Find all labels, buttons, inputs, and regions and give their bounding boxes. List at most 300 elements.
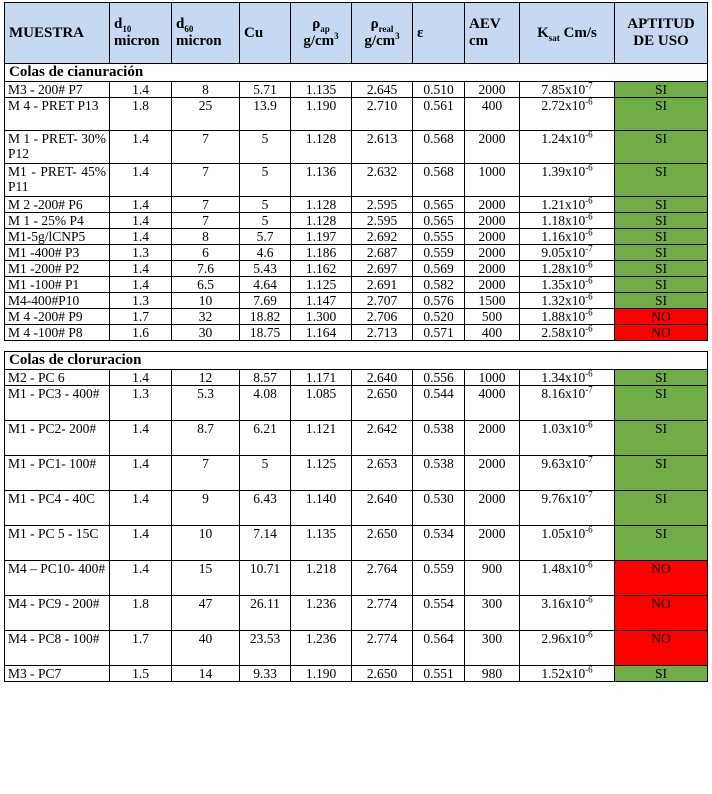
table-row — [5, 596, 708, 631]
ksat-mantissa: 7.85x10 — [541, 82, 586, 97]
cell-d10: 1.4 — [110, 82, 172, 98]
cell-rho-ap: 1.147 — [291, 293, 352, 309]
ksat-exponent: -6 — [585, 291, 593, 302]
cell-rho-ap: 1.135 — [291, 82, 352, 98]
cell-d10: 1.3 — [110, 245, 172, 261]
cell-d10: 1.3 — [110, 386, 172, 421]
cell-aev: 2000 — [465, 213, 520, 229]
cell-rho-ap: 1.190 — [291, 666, 352, 682]
cell-d60: 10 — [172, 293, 240, 309]
cell-epsilon: 0.576 — [413, 293, 465, 309]
cell-rho-ap: 1.140 — [291, 491, 352, 526]
ksat-exponent: -6 — [585, 96, 593, 107]
cell-cu: 4.64 — [240, 277, 291, 293]
table-row — [5, 245, 708, 261]
header-rho-real: $\rho_{real}$ $g/cm^3$ — [352, 3, 413, 64]
cell-cu: 6.43 — [240, 491, 291, 526]
cell-cu: 5 — [240, 197, 291, 213]
cell-cu: 26.11 — [240, 596, 291, 631]
cell-ksat — [520, 245, 615, 261]
cell-d60: 30 — [172, 325, 240, 341]
cell-ksat — [520, 164, 615, 197]
ksat-mantissa: 1.32x10 — [541, 293, 586, 308]
cell-aev: 2000 — [465, 421, 520, 456]
cell-rho-ap: 1.135 — [291, 526, 352, 561]
cell-d10: 1.4 — [110, 456, 172, 491]
ksat-mantissa: 1.52x10 — [541, 666, 586, 681]
table-row — [5, 561, 708, 596]
cell-epsilon: 0.568 — [413, 131, 465, 164]
cell-d60: 6 — [172, 245, 240, 261]
cell-epsilon: 0.565 — [413, 197, 465, 213]
ksat-mantissa: 1.16x10 — [541, 229, 586, 244]
cell-d60: 9 — [172, 491, 240, 526]
cell-d10: 1.3 — [110, 293, 172, 309]
cell-rho-real: 2.764 — [352, 561, 413, 596]
table-row — [5, 213, 708, 229]
table-row — [5, 261, 708, 277]
header-d10: $d_{10}$ micron — [110, 3, 172, 64]
cell-d10: 1.6 — [110, 325, 172, 341]
cell-ksat — [520, 526, 615, 561]
table-row — [5, 421, 708, 456]
ksat-exponent: -6 — [585, 524, 593, 535]
cell-cu: 5.7 — [240, 229, 291, 245]
ksat-exponent: -6 — [585, 195, 593, 206]
cell-muestra: M2 - PC 6 — [5, 370, 110, 386]
ksat-mantissa: 1.18x10 — [541, 213, 586, 228]
cell-epsilon: 0.568 — [413, 164, 465, 197]
cell-d60: 7 — [172, 164, 240, 197]
cell-rho-real: 2.706 — [352, 309, 413, 325]
cell-rho-real: 2.774 — [352, 596, 413, 631]
ksat-exponent: -6 — [585, 323, 593, 334]
cell-rho-real: 2.653 — [352, 456, 413, 491]
cell-muestra: M1 - PC1- 100# — [5, 456, 110, 491]
cell-rho-ap: 1.186 — [291, 245, 352, 261]
cell-ksat — [520, 197, 615, 213]
cell-rho-real: 2.692 — [352, 229, 413, 245]
cell-cu: 7.69 — [240, 293, 291, 309]
ksat-mantissa: 9.05x10 — [541, 245, 586, 260]
cell-d60: 10 — [172, 526, 240, 561]
soil-properties-table — [4, 2, 708, 682]
cell-cu: 6.21 — [240, 421, 291, 456]
cell-aptitud-si: SI — [615, 164, 708, 197]
cell-aev: 2000 — [465, 526, 520, 561]
ksat-exponent: -6 — [585, 419, 593, 430]
cell-ksat — [520, 456, 615, 491]
cell-d10: 1.4 — [110, 370, 172, 386]
cell-d10: 1.7 — [110, 309, 172, 325]
cell-aev: 2000 — [465, 491, 520, 526]
ksat-mantissa: 3.16x10 — [541, 596, 586, 611]
cell-aev: 1000 — [465, 370, 520, 386]
cell-epsilon: 0.544 — [413, 386, 465, 421]
cell-d60: 47 — [172, 596, 240, 631]
cell-muestra: M 2 -200# P6 — [5, 197, 110, 213]
cell-d60: 7 — [172, 197, 240, 213]
cell-aptitud-si: SI — [615, 197, 708, 213]
cell-ksat — [520, 421, 615, 456]
ksat-exponent: -6 — [585, 275, 593, 286]
cell-d60: 6.5 — [172, 277, 240, 293]
cell-cu: 5 — [240, 164, 291, 197]
cell-muestra: M 4 -100# P8 — [5, 325, 110, 341]
cell-d10: 1.4 — [110, 491, 172, 526]
cell-d10: 1.4 — [110, 421, 172, 456]
cell-aptitud-si: SI — [615, 98, 708, 131]
ksat-mantissa: 1.28x10 — [541, 261, 586, 276]
cell-rho-ap: 1.164 — [291, 325, 352, 341]
cell-cu: 18.82 — [240, 309, 291, 325]
cell-ksat — [520, 293, 615, 309]
cell-d10: 1.5 — [110, 666, 172, 682]
cell-d60: 25 — [172, 98, 240, 131]
header-aev: AEV cm — [465, 3, 520, 64]
cell-aev: 980 — [465, 666, 520, 682]
cell-rho-real: 2.595 — [352, 213, 413, 229]
cell-d60: 12 — [172, 370, 240, 386]
cell-aptitud-si: SI — [615, 131, 708, 164]
table-row — [5, 229, 708, 245]
ksat-mantissa: 1.24x10 — [541, 131, 586, 146]
cell-epsilon: 0.556 — [413, 370, 465, 386]
table-row — [5, 277, 708, 293]
cell-d10: 1.8 — [110, 596, 172, 631]
cell-rho-real: 2.774 — [352, 631, 413, 666]
ksat-mantissa: 1.34x10 — [541, 370, 586, 385]
ksat-mantissa: 1.48x10 — [541, 561, 586, 576]
cell-rho-real: 2.650 — [352, 386, 413, 421]
cell-ksat — [520, 386, 615, 421]
cell-aev: 500 — [465, 309, 520, 325]
cell-aev: 2000 — [465, 456, 520, 491]
section-title: Colas de cianuración — [5, 64, 615, 82]
ksat-exponent: -7 — [585, 489, 593, 500]
ksat-mantissa: 1.88x10 — [541, 309, 586, 324]
cell-muestra: M 4 - PRET P13 — [5, 98, 110, 131]
table-row — [5, 666, 708, 682]
cell-aptitud-si: SI — [615, 293, 708, 309]
cell-aptitud-no: NO — [615, 561, 708, 596]
cell-epsilon: 0.520 — [413, 309, 465, 325]
cell-d10: 1.4 — [110, 526, 172, 561]
ksat-exponent: -6 — [585, 259, 593, 270]
table-row — [5, 526, 708, 561]
cell-muestra: M1 - PC2- 200# — [5, 421, 110, 456]
ksat-exponent: -6 — [585, 594, 593, 605]
cell-ksat — [520, 98, 615, 131]
ksat-mantissa: 1.35x10 — [541, 277, 586, 292]
table-row — [5, 82, 708, 98]
cell-aev: 2000 — [465, 131, 520, 164]
cell-d60: 8.7 — [172, 421, 240, 456]
cell-cu: 18.75 — [240, 325, 291, 341]
cell-muestra: M 1 - PRET- 30% P12 — [5, 131, 110, 164]
cell-rho-ap: 1.136 — [291, 164, 352, 197]
section-title: Colas de cloruracion — [5, 352, 615, 370]
cell-epsilon: 0.561 — [413, 98, 465, 131]
cell-ksat — [520, 261, 615, 277]
cell-muestra: M1 - PC 5 - 15C — [5, 526, 110, 561]
cell-d60: 8 — [172, 82, 240, 98]
cell-aptitud-si: SI — [615, 370, 708, 386]
ksat-exponent: -7 — [585, 80, 593, 91]
ksat-exponent: -6 — [585, 307, 593, 318]
cell-aptitud-si: SI — [615, 421, 708, 456]
ksat-exponent: -6 — [585, 559, 593, 570]
cell-d60: 7.6 — [172, 261, 240, 277]
cell-cu: 5.43 — [240, 261, 291, 277]
ksat-mantissa: 9.76x10 — [541, 491, 586, 506]
cell-muestra: M4 – PC10- 400# — [5, 561, 110, 596]
cell-muestra: M1 -400# P3 — [5, 245, 110, 261]
ksat-mantissa: 2.72x10 — [541, 98, 586, 113]
cell-muestra: M 1 - 25% P4 — [5, 213, 110, 229]
cell-ksat — [520, 325, 615, 341]
cell-rho-ap: 1.300 — [291, 309, 352, 325]
header-ksat: $K_{sat}$ Cm/s — [520, 3, 615, 64]
cell-aev: 2000 — [465, 82, 520, 98]
cell-d10: 1.4 — [110, 164, 172, 197]
ksat-exponent: -6 — [585, 211, 593, 222]
header-d60: $d_{60}$ micron — [172, 3, 240, 64]
table-row — [5, 197, 708, 213]
table-row — [5, 293, 708, 309]
cell-muestra: M1 - PRET- 45% P11 — [5, 164, 110, 197]
cell-d60: 7 — [172, 213, 240, 229]
ksat-exponent: -7 — [585, 454, 593, 465]
cell-aev: 2000 — [465, 197, 520, 213]
cell-d60: 14 — [172, 666, 240, 682]
section-title-filler — [615, 64, 708, 82]
cell-rho-ap: 1.162 — [291, 261, 352, 277]
cell-aev: 1500 — [465, 293, 520, 309]
cell-cu: 5 — [240, 213, 291, 229]
cell-ksat — [520, 82, 615, 98]
ksat-mantissa: 2.58x10 — [541, 325, 586, 340]
table-body — [5, 64, 708, 682]
cell-rho-ap: 1.236 — [291, 596, 352, 631]
cell-rho-real: 2.707 — [352, 293, 413, 309]
cell-aev: 2000 — [465, 277, 520, 293]
cell-rho-real: 2.613 — [352, 131, 413, 164]
cell-ksat — [520, 131, 615, 164]
cell-cu: 7.14 — [240, 526, 291, 561]
table-row — [5, 131, 708, 164]
table-row — [5, 456, 708, 491]
header-cu: Cu — [240, 3, 291, 64]
spacer-cell — [5, 341, 708, 352]
cell-muestra: M4 - PC9 - 200# — [5, 596, 110, 631]
ksat-exponent: -6 — [585, 227, 593, 238]
table-row — [5, 491, 708, 526]
cell-cu: 8.57 — [240, 370, 291, 386]
cell-epsilon: 0.510 — [413, 82, 465, 98]
header-rho-ap: $\rho_{ap}$ $g/cm^3$ — [291, 3, 352, 64]
cell-aptitud-si: SI — [615, 82, 708, 98]
cell-aev: 300 — [465, 596, 520, 631]
cell-rho-ap: 1.236 — [291, 631, 352, 666]
cell-cu: 5 — [240, 131, 291, 164]
ksat-mantissa: 2.96x10 — [541, 631, 586, 646]
cell-rho-ap: 1.128 — [291, 197, 352, 213]
cell-aev: 2000 — [465, 229, 520, 245]
cell-epsilon: 0.559 — [413, 245, 465, 261]
cell-ksat — [520, 213, 615, 229]
cell-aev: 400 — [465, 325, 520, 341]
cell-epsilon: 0.538 — [413, 421, 465, 456]
cell-rho-real: 2.595 — [352, 197, 413, 213]
cell-d60: 15 — [172, 561, 240, 596]
cell-cu: 4.08 — [240, 386, 291, 421]
cell-rho-ap: 1.218 — [291, 561, 352, 596]
cell-rho-real: 2.642 — [352, 421, 413, 456]
cell-muestra: M4 - PC8 - 100# — [5, 631, 110, 666]
cell-cu: 5.71 — [240, 82, 291, 98]
cell-rho-real: 2.713 — [352, 325, 413, 341]
table-row — [5, 325, 708, 341]
ksat-exponent: -6 — [585, 368, 593, 379]
cell-d60: 5.3 — [172, 386, 240, 421]
cell-aptitud-no: NO — [615, 596, 708, 631]
ksat-mantissa: 1.05x10 — [541, 526, 586, 541]
cell-epsilon: 0.530 — [413, 491, 465, 526]
cell-d60: 7 — [172, 131, 240, 164]
cell-d60: 32 — [172, 309, 240, 325]
cell-cu: 5 — [240, 456, 291, 491]
cell-d60: 40 — [172, 631, 240, 666]
section-title-row — [5, 64, 708, 82]
cell-rho-real: 2.640 — [352, 370, 413, 386]
cell-ksat — [520, 309, 615, 325]
cell-ksat — [520, 596, 615, 631]
header-epsilon: ε — [413, 3, 465, 64]
cell-epsilon: 0.564 — [413, 631, 465, 666]
table-row — [5, 98, 708, 131]
cell-aptitud-si: SI — [615, 261, 708, 277]
ksat-exponent: -6 — [585, 664, 593, 675]
cell-aptitud-si: SI — [615, 386, 708, 421]
table-row — [5, 370, 708, 386]
table-row — [5, 309, 708, 325]
cell-aptitud-si: SI — [615, 491, 708, 526]
cell-aev: 300 — [465, 631, 520, 666]
section-title-row — [5, 352, 708, 370]
cell-muestra: M3 - PC7 — [5, 666, 110, 682]
ksat-mantissa: 9.63x10 — [541, 456, 586, 471]
cell-epsilon: 0.571 — [413, 325, 465, 341]
cell-muestra: M3 - 200# P7 — [5, 82, 110, 98]
cell-rho-ap: 1.128 — [291, 131, 352, 164]
table-row — [5, 164, 708, 197]
cell-ksat — [520, 277, 615, 293]
cell-rho-ap: 1.121 — [291, 421, 352, 456]
cell-d10: 1.8 — [110, 98, 172, 131]
ksat-mantissa: 8.16x10 — [541, 386, 586, 401]
cell-cu: 13.9 — [240, 98, 291, 131]
section-spacer — [5, 341, 708, 352]
header-aptitud: APTITUD DE USO — [615, 3, 708, 64]
cell-aptitud-si: SI — [615, 456, 708, 491]
ksat-exponent: -6 — [585, 129, 593, 140]
cell-d10: 1.4 — [110, 213, 172, 229]
cell-muestra: M1 -100# P1 — [5, 277, 110, 293]
cell-rho-real: 2.710 — [352, 98, 413, 131]
cell-d10: 1.4 — [110, 131, 172, 164]
cell-rho-real: 2.687 — [352, 245, 413, 261]
cell-rho-real: 2.691 — [352, 277, 413, 293]
cell-aptitud-si: SI — [615, 526, 708, 561]
cell-muestra: M1 - PC3 - 400# — [5, 386, 110, 421]
header-row — [5, 3, 708, 64]
cell-ksat — [520, 666, 615, 682]
cell-rho-real: 2.645 — [352, 82, 413, 98]
cell-d60: 8 — [172, 229, 240, 245]
cell-muestra: M4-400#P10 — [5, 293, 110, 309]
cell-ksat — [520, 561, 615, 596]
cell-epsilon: 0.551 — [413, 666, 465, 682]
ksat-mantissa: 1.21x10 — [541, 197, 586, 212]
cell-epsilon: 0.559 — [413, 561, 465, 596]
cell-muestra: M1 -200# P2 — [5, 261, 110, 277]
cell-aev: 4000 — [465, 386, 520, 421]
cell-d10: 1.4 — [110, 261, 172, 277]
cell-epsilon: 0.582 — [413, 277, 465, 293]
ksat-mantissa: 1.03x10 — [541, 421, 586, 436]
cell-rho-real: 2.640 — [352, 491, 413, 526]
cell-rho-ap: 1.197 — [291, 229, 352, 245]
cell-aptitud-si: SI — [615, 229, 708, 245]
cell-ksat — [520, 491, 615, 526]
cell-aev: 2000 — [465, 245, 520, 261]
cell-muestra: M 4 -200# P9 — [5, 309, 110, 325]
cell-ksat — [520, 631, 615, 666]
cell-epsilon: 0.569 — [413, 261, 465, 277]
cell-aev: 900 — [465, 561, 520, 596]
cell-aptitud-si: SI — [615, 666, 708, 682]
cell-rho-ap: 1.128 — [291, 213, 352, 229]
cell-d10: 1.7 — [110, 631, 172, 666]
table-row — [5, 631, 708, 666]
cell-d10: 1.4 — [110, 197, 172, 213]
cell-epsilon: 0.534 — [413, 526, 465, 561]
cell-rho-real: 2.650 — [352, 666, 413, 682]
cell-rho-ap: 1.190 — [291, 98, 352, 131]
cell-ksat — [520, 370, 615, 386]
cell-ksat — [520, 229, 615, 245]
cell-rho-ap: 1.125 — [291, 277, 352, 293]
cell-aptitud-no: NO — [615, 631, 708, 666]
table-row — [5, 386, 708, 421]
cell-d10: 1.4 — [110, 277, 172, 293]
cell-epsilon: 0.538 — [413, 456, 465, 491]
cell-muestra: M1 - PC4 - 40C — [5, 491, 110, 526]
section-title-filler — [615, 352, 708, 370]
ksat-exponent: -6 — [585, 629, 593, 640]
cell-rho-ap: 1.125 — [291, 456, 352, 491]
cell-aptitud-si: SI — [615, 245, 708, 261]
ksat-exponent: -6 — [585, 162, 593, 173]
cell-aptitud-si: SI — [615, 277, 708, 293]
cell-d10: 1.4 — [110, 561, 172, 596]
cell-rho-real: 2.697 — [352, 261, 413, 277]
cell-aev: 2000 — [465, 261, 520, 277]
cell-cu: 23.53 — [240, 631, 291, 666]
cell-aev: 400 — [465, 98, 520, 131]
cell-d10: 1.4 — [110, 229, 172, 245]
